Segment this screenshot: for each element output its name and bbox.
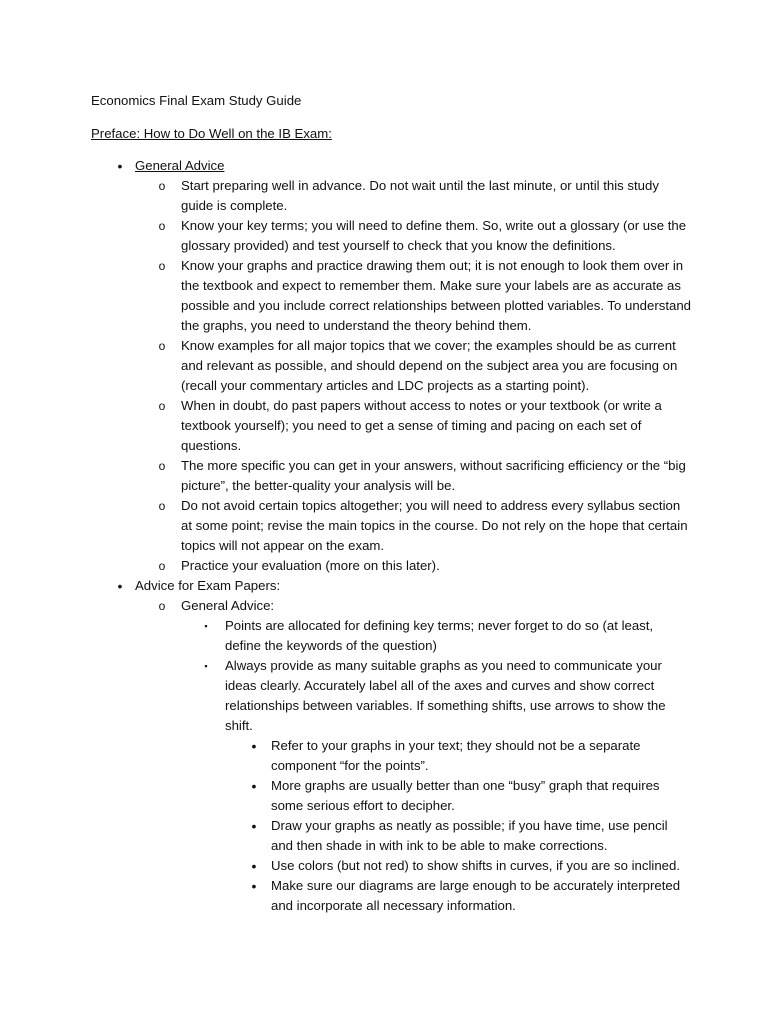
list-item (225, 816, 691, 856)
subsection-heading: General Advice: (181, 598, 275, 613)
section-heading: General Advice (135, 158, 225, 173)
bullet-marker: • (251, 778, 257, 794)
list-item-text: Know your key terms; you will need to define them. So, write out a glossary (or use the glossary provided) and test yourself to check that you know the definitions. (181, 218, 687, 253)
list-item (135, 596, 691, 916)
list-item (135, 256, 691, 336)
list-item (135, 496, 691, 556)
bullet-marker: • (251, 818, 257, 834)
circle-marker: o (158, 259, 166, 273)
section-general-advice (91, 156, 691, 576)
list-item-text: Know your graphs and practice drawing them out; it is not enough to look them over in the textbook and expect to remember them. Make sure your labels are as accurate as possible and you include correct relationships between plotted variables. To understand the graphs, you need to understand the theory behind them. (181, 258, 691, 333)
circle-marker: o (158, 399, 166, 413)
list-item (181, 656, 691, 916)
circle-marker: o (158, 459, 166, 473)
circle-marker: o (158, 339, 166, 353)
list-item-text: Practice your evaluation (more on this later). (181, 558, 440, 573)
list-item (135, 216, 691, 256)
graph-tips-list (225, 736, 691, 916)
list-item (225, 776, 691, 816)
list-item-text: Points are allocated for defining key terms; never forget to do so (at least, define the keywords of the question) (225, 618, 654, 653)
list-item (135, 176, 691, 216)
document-body (91, 91, 691, 916)
list-item (135, 456, 691, 496)
preface-heading: Preface: How to Do Well on the IB Exam: (91, 126, 332, 141)
exam-papers-list (135, 596, 691, 916)
list-item (135, 556, 691, 576)
general-advice-list (135, 176, 691, 576)
list-item-text: More graphs are usually better than one “busy” graph that requires some serious effort to decipher. (271, 778, 660, 813)
bullet-marker: • (117, 158, 123, 174)
document-title: Economics Final Exam Study Guide (91, 93, 302, 108)
square-marker: ▪ (204, 661, 208, 671)
list-item-text: Refer to your graphs in your text; they should not be a separate component “for the points”. (271, 738, 641, 773)
bullet-marker: • (251, 858, 257, 874)
exam-advice-list (181, 616, 691, 916)
list-item-text: Make sure our diagrams are large enough to be accurately interpreted and incorporate all necessary information. (271, 878, 681, 913)
circle-marker: o (158, 559, 166, 573)
circle-marker: o (158, 179, 166, 193)
list-item-text: When in doubt, do past papers without access to notes or your textbook (or write a textbook yourself); you need to get a sense of timing and pacing on each set of questions. (181, 398, 662, 453)
circle-marker: o (158, 499, 166, 513)
section-exam-papers (91, 576, 691, 916)
list-item-text: Know examples for all major topics that we cover; the examples should be as current and relevant as possible, and should depend on the subject area you are focusing on (recall your commentary articles and LDC projects as a starting point). (181, 338, 678, 393)
list-item (225, 856, 691, 876)
square-marker: ▪ (204, 621, 208, 631)
list-item (135, 336, 691, 396)
circle-marker: o (158, 219, 166, 233)
list-item-text: The more specific you can get in your answers, without sacrificing efficiency or the “big picture”, the better-quality your analysis will be. (181, 458, 686, 493)
section-heading: Advice for Exam Papers: (135, 578, 281, 593)
list-item-text: Start preparing well in advance. Do not wait until the last minute, or until this study guide is complete. (181, 178, 659, 213)
list-item (225, 876, 691, 916)
list-item-text: Do not avoid certain topics altogether; you will need to address every syllabus section at some point; revise the main topics in the course. Do not rely on the hope that certain topics will not appear on the exam. (181, 498, 688, 553)
list-item-text: Always provide as many suitable graphs as you need to communicate your ideas clearly. Accurately label all of the axes and curves and show correct relationships between variables. If something shifts, use arrows to show the shift. (225, 658, 666, 733)
main-bullet-list (91, 156, 691, 916)
circle-marker: o (158, 599, 166, 613)
list-item-text: Use colors (but not red) to show shifts in curves, if you are so inclined. (271, 858, 680, 873)
bullet-marker: • (117, 578, 123, 594)
bullet-marker: • (251, 738, 257, 754)
list-item (181, 616, 691, 656)
bullet-marker: • (251, 878, 257, 894)
list-item (225, 736, 691, 776)
list-item-text: Draw your graphs as neatly as possible; if you have time, use pencil and then shade in with ink to be able to make corrections. (271, 818, 668, 853)
list-item (135, 396, 691, 456)
